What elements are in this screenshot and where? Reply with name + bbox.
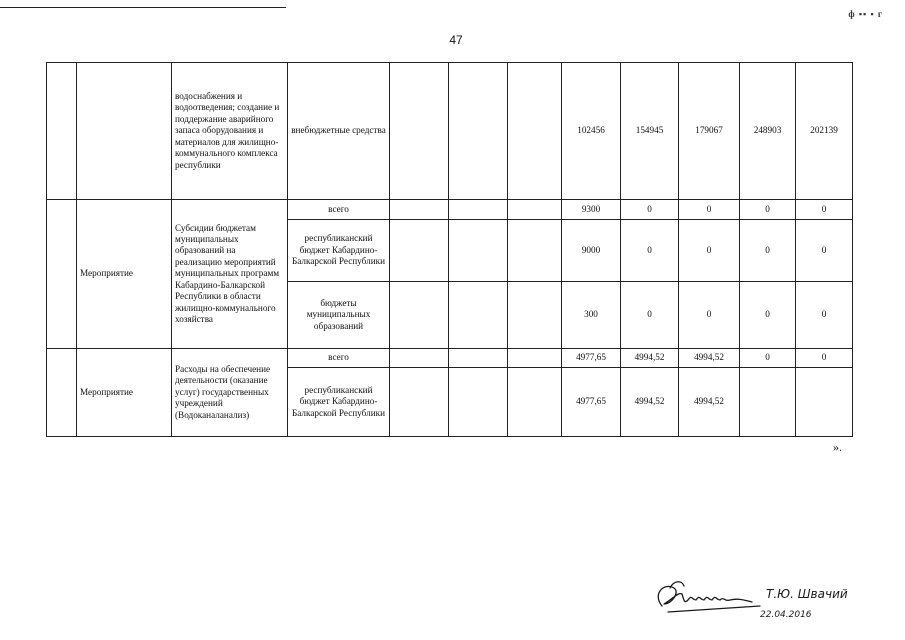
- closing-quote: ».: [833, 440, 842, 454]
- value-cell: 4977,65: [562, 368, 621, 437]
- signature-date: 22.04.2016: [760, 610, 812, 620]
- table-cell: [508, 368, 562, 437]
- table-cell: [508, 63, 562, 200]
- funding-source-cell: республиканский бюджет Кабардино-Балкарской Республики: [288, 220, 390, 282]
- event-type-cell: Мероприятие: [77, 349, 172, 437]
- value-cell: 0: [740, 200, 796, 220]
- table-cell: [508, 200, 562, 220]
- table-cell: [508, 282, 562, 349]
- value-cell: 0: [621, 200, 679, 220]
- table-cell: [47, 63, 77, 200]
- event-name-cell: Субсидии бюджетам муниципальных образований на реализацию мероприятий муниципальных программ Кабардино-Балкарской Республики в области жилищно-коммунального хозяйства: [172, 200, 288, 349]
- value-cell: 0: [796, 220, 853, 282]
- table-cell: [390, 282, 449, 349]
- table-cell: [449, 63, 508, 200]
- table-cell: [47, 200, 77, 349]
- table-cell: [390, 368, 449, 437]
- value-cell: 179067: [679, 63, 740, 200]
- table-cell: [449, 220, 508, 282]
- table-row: [47, 200, 853, 220]
- value-cell: 4994,52: [621, 368, 679, 437]
- value-cell: [796, 368, 853, 437]
- value-cell: 0: [621, 220, 679, 282]
- value-cell: 4994,52: [679, 368, 740, 437]
- value-cell: 4977,65: [562, 349, 621, 368]
- table-cell: [390, 349, 449, 368]
- table-cell: [508, 220, 562, 282]
- value-cell: 0: [679, 282, 740, 349]
- funding-source-cell: внебюджетные средства: [288, 63, 390, 200]
- value-cell: 0: [796, 349, 853, 368]
- event-name-cell: Расходы на обеспечение деятельности (оказание услуг) государственных учреждений (Водоканаланализ): [172, 349, 288, 437]
- funding-source-cell: всего: [288, 200, 390, 220]
- table-row: [47, 349, 853, 368]
- value-cell: 154945: [621, 63, 679, 200]
- event-type-cell: Мероприятие: [77, 200, 172, 349]
- value-cell: 9300: [562, 200, 621, 220]
- value-cell: 248903: [740, 63, 796, 200]
- value-cell: 0: [740, 282, 796, 349]
- value-cell: 0: [796, 282, 853, 349]
- table-cell: [47, 349, 77, 437]
- value-cell: 0: [679, 200, 740, 220]
- handwritten-signature: [648, 570, 898, 630]
- signature-drawing: [648, 570, 898, 630]
- table-cell: [390, 200, 449, 220]
- value-cell: 202139: [796, 63, 853, 200]
- value-cell: 0: [740, 220, 796, 282]
- value-cell: 0: [740, 349, 796, 368]
- value-cell: 4994,52: [621, 349, 679, 368]
- page-number: 47: [449, 33, 463, 47]
- table-cell: [390, 63, 449, 200]
- top-rule: [0, 7, 286, 8]
- value-cell: 102456: [562, 63, 621, 200]
- value-cell: 300: [562, 282, 621, 349]
- table-cell: [449, 282, 508, 349]
- table-cell: [390, 220, 449, 282]
- table-cell: [77, 63, 172, 200]
- value-cell: 0: [679, 220, 740, 282]
- value-cell: 0: [621, 282, 679, 349]
- table-row: [47, 63, 853, 200]
- corner-mark: ф ▪▪ ▪ г: [848, 9, 883, 19]
- program-table: [46, 62, 853, 437]
- value-cell: [740, 368, 796, 437]
- table-cell: [449, 349, 508, 368]
- value-cell: 4994,52: [679, 349, 740, 368]
- funding-source-cell: республиканский бюджет Кабардино-Балкарской Республики: [288, 368, 390, 437]
- funding-source-cell: всего: [288, 349, 390, 368]
- funding-source-cell: бюджеты муниципальных образований: [288, 282, 390, 349]
- signature-name: Т.Ю. Швачий: [766, 587, 848, 601]
- value-cell: 0: [796, 200, 853, 220]
- table-cell: [508, 349, 562, 368]
- table-cell: [449, 200, 508, 220]
- value-cell: 9000: [562, 220, 621, 282]
- event-name-cell: водоснабжения и водоотведения; создание и поддержание аварийного запаса оборудования и материалов для жилищно-коммунального комплекса республики: [172, 63, 288, 200]
- table-cell: [449, 368, 508, 437]
